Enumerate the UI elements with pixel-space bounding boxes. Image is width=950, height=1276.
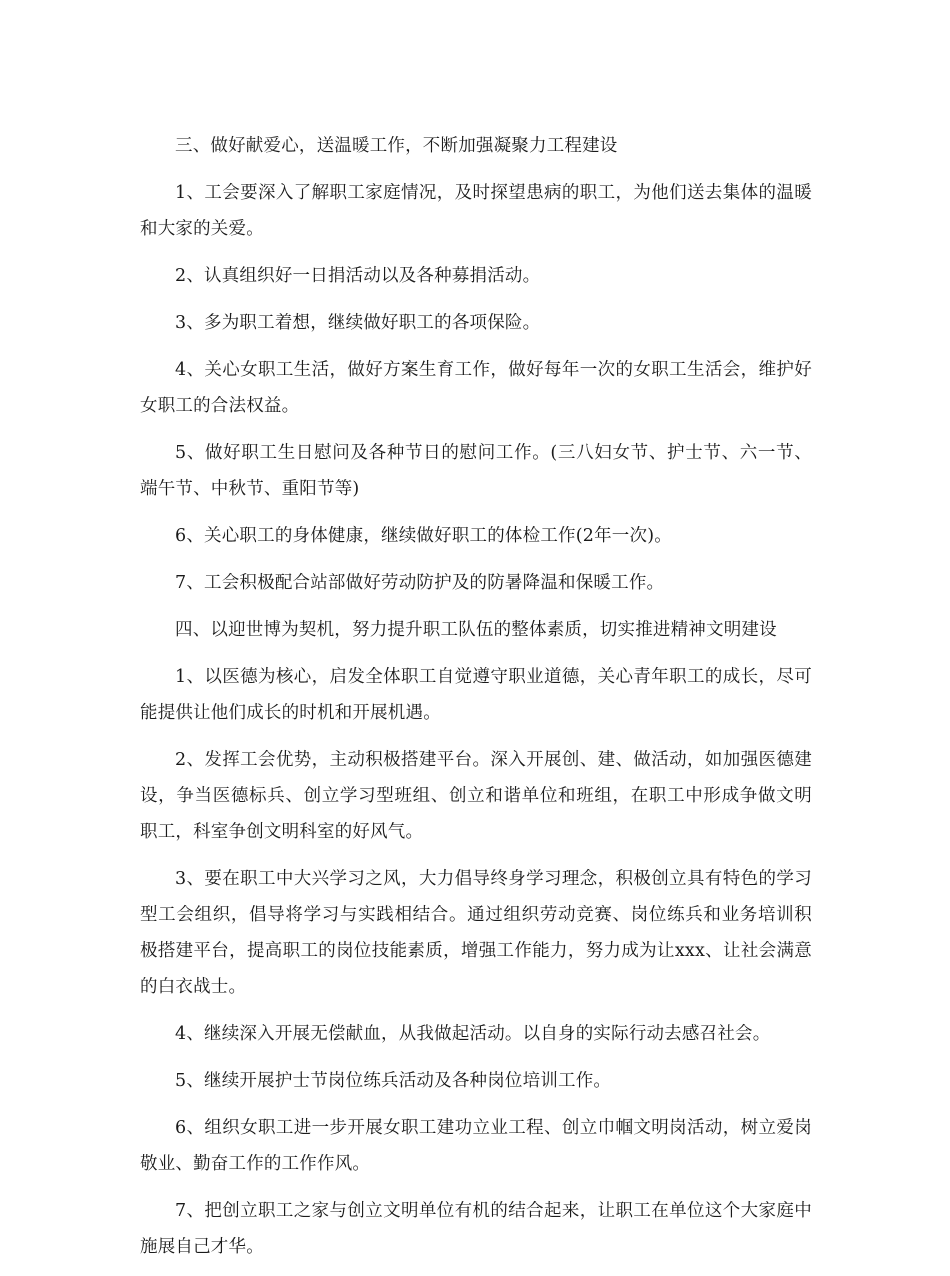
section-3-item-6: 6、关心职工的身体健康，继续做好职工的体检工作(2年一次)。 [175, 526, 672, 546]
section-4-item-1: 1、以医德为核心，启发全体职工自觉遵守职业道德，关心青年职工的成长，尽可能提供让他们成长的时机和开展机遇。 [140, 667, 812, 723]
section-3-item-7: 7、工会积极配合站部做好劳动防护及的防暑降温和保暖工作。 [175, 573, 665, 593]
document-page [140, 128, 812, 1276]
section-4-item-3: 3、要在职工中大兴学习之风，大力倡导终身学习理念，积极创立具有特色的学习型工会组织，倡导将学习与实践相结合。通过组织劳动竞赛、岗位练兵和业务培训积极搭建平台，提高职工的岗位技能素质，增强工作能力，努力成为让xxx、让社会满意的白衣战士。 [140, 869, 812, 997]
section-3-item-5: 5、做好职工生日慰问及各种节日的慰问工作。(三八妇女节、护士节、六一节、端午节、中秋节、重阳节等) [140, 443, 812, 499]
section-3-item-3: 3、多为职工着想，继续做好职工的各项保险。 [175, 313, 541, 333]
section-3-item-4: 4、关心女职工生活，做好方案生育工作，做好每年一次的女职工生活会，维护好女职工的合法权益。 [140, 360, 812, 416]
section-3-item-1: 1、工会要深入了解职工家庭情况，及时探望患病的职工，为他们送去集体的温暖和大家的关爱。 [140, 183, 812, 239]
section-4-item-2: 2、发挥工会优势，主动积极搭建平台。深入开展创、建、做活动，如加强医德建设，争当医德标兵、创立学习型班组、创立和谐单位和班组，在职工中形成争做文明职工，科室争创文明科室的好风气。 [140, 750, 812, 842]
section-4-item-6: 6、组织女职工进一步开展女职工建功立业工程、创立巾帼文明岗活动，树立爱岗敬业、勤奋工作的工作作风。 [140, 1118, 812, 1174]
section-3-heading: 三、做好献爱心，送温暖工作，不断加强凝聚力工程建设 [175, 136, 618, 156]
section-4-item-7: 7、把创立职工之家与创立文明单位有机的结合起来，让职工在单位这个大家庭中施展自己才华。 [140, 1201, 812, 1257]
section-4-item-5: 5、继续开展护士节岗位练兵活动及各种岗位培训工作。 [175, 1071, 612, 1091]
section-3-item-2: 2、认真组织好一日捐活动以及各种募捐活动。 [175, 266, 541, 286]
section-4-heading: 四、以迎世博为契机，努力提升职工队伍的整体素质，切实推进精神文明建设 [175, 620, 777, 640]
section-4-item-4: 4、继续深入开展无偿献血，从我做起活动。以自身的实际行动去感召社会。 [175, 1024, 771, 1044]
